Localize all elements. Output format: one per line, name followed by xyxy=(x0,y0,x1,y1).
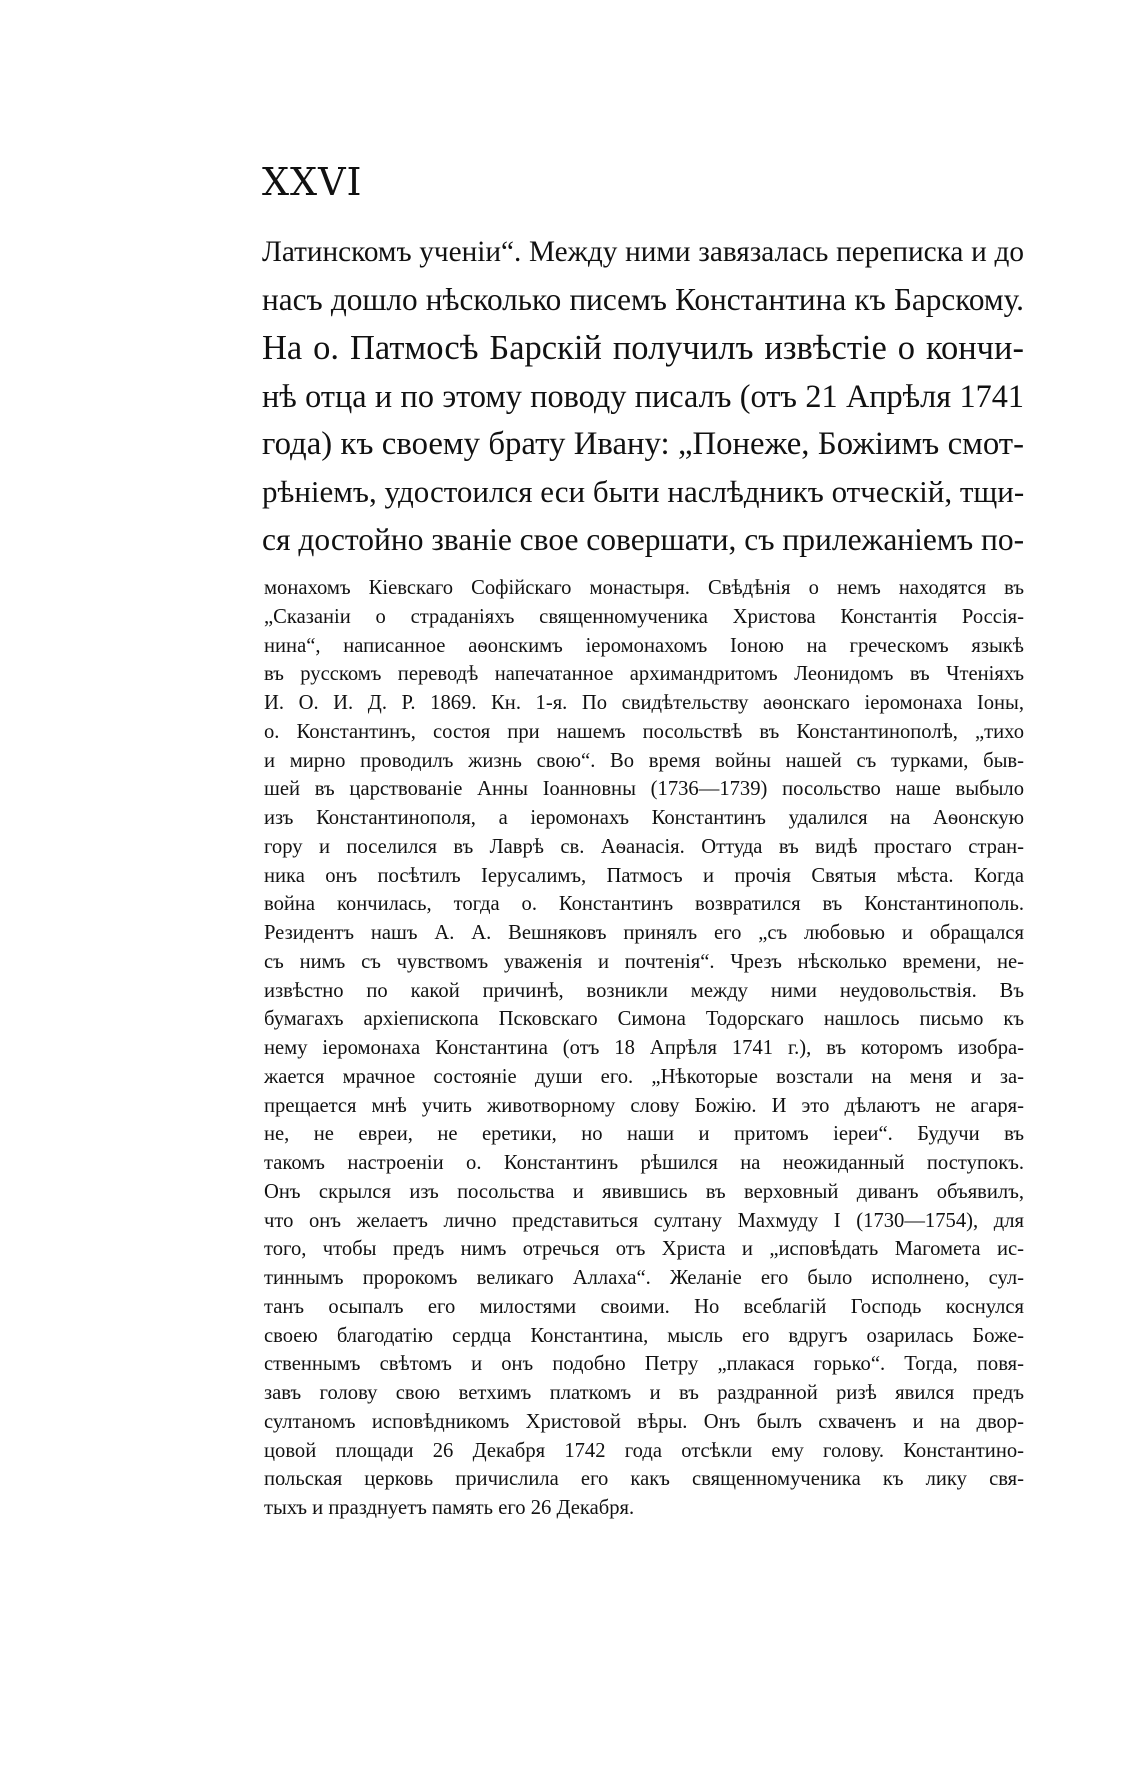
footnote-line: нему іеромонаха Константина (отъ 18 Апрѣля 1741 г.), въ которомъ изобра- xyxy=(264,1037,1024,1059)
footnote-line: цовой площади 26 Декабря 1742 года отсѣкли ему голову. Константино- xyxy=(264,1439,1024,1462)
main-text-line: нѣ отца и по этому поводу писалъ (отъ 21 Апрѣля 1741 xyxy=(262,378,1024,414)
footnote-line: того, чтобы предъ нимъ отречься отъ Христа и „исповѣдать Магомета ис- xyxy=(264,1238,1024,1261)
footnote-line: тыхъ и празднуетъ память его 26 Декабря. xyxy=(264,1497,635,1519)
footnote-line: изъ Константинополя, а іеромонахъ Константинъ удалился на Аѳонскую xyxy=(264,807,1024,829)
main-text xyxy=(262,228,1024,564)
footnote-line: Онъ скрылся изъ посольства и явившись въ верховный диванъ объявилъ, xyxy=(264,1180,1024,1203)
page-number: XXVI xyxy=(262,160,363,204)
footnote-line: монахомъ Кіевскаго Софійскаго монастыря. Свѣдѣнія о немъ находятся въ xyxy=(264,577,1024,599)
main-text-line: На о. Патмосѣ Барскій получилъ извѣстіе о кончи- xyxy=(262,329,1024,367)
footnote-line: „Сказаніи о страданіяхъ священномученика Христова Константія Россія- xyxy=(264,605,1024,628)
footnote-line: танъ осыпалъ его милостями своими. Но всеблагій Господь коснулся xyxy=(264,1295,1024,1318)
footnote-line: И. О. И. Д. Р. 1869. Кн. 1-я. По свидѣтельству аѳонскаго іеромонаха Іоны, xyxy=(264,692,1024,714)
footnote xyxy=(264,574,1024,1523)
footnote-line: ственнымъ свѣтомъ и онъ подобно Петру „плакася горько“. Тогда, повя- xyxy=(264,1353,1024,1376)
footnote-line: война кончилась, тогда о. Константинъ возвратился въ Константинополь. xyxy=(264,893,1024,916)
footnote-line: не, не евреи, не еретики, но наши и притомъ іереи“. Будучи въ xyxy=(264,1123,1024,1146)
footnote-line: своею благодатію сердца Константина, мысль его вдругъ озарилась Боже- xyxy=(264,1324,1024,1347)
footnote-line: тиннымъ пророкомъ великаго Аллаха“. Желаніе его было исполнено, сул- xyxy=(264,1267,1024,1289)
footnote-line: завъ голову свою ветхимъ платкомъ и въ раздранной ризѣ явился предъ xyxy=(264,1382,1024,1404)
footnote-line: жается мрачное состояніе души его. „Нѣкоторые возстали на меня и за- xyxy=(264,1065,1024,1088)
footnote-line: польская церковь причислила его какъ священномученика къ лику свя- xyxy=(264,1468,1024,1491)
main-text-line: ся достойно званіе свое совершати, съ прилежаніемъ по- xyxy=(262,522,1025,557)
footnote-line: о. Константинъ, состоя при нашемъ посольствѣ въ Константинополѣ, „тихо xyxy=(264,720,1024,743)
footnote-line: гору и поселился въ Лаврѣ св. Аѳанасія. Оттуда въ видѣ простаго стран- xyxy=(264,835,1024,858)
main-text-line: Латинскомъ ученіи“. Между ними завязалась переписка и до xyxy=(262,236,1024,268)
main-text-line: рѣніемъ, удостоился еси быти наслѣдникъ отческій, тщи- xyxy=(262,474,1025,509)
footnote-line: бумагахъ архіепископа Псковскаго Симона Тодорскаго нашлось письмо къ xyxy=(264,1008,1024,1031)
footnote-line: извѣстно по какой причинѣ, возникли между ними неудовольствія. Въ xyxy=(264,979,1024,1002)
footnote-line: въ русскомъ переводѣ напечатанное архимандритомъ Леонидомъ въ Чтеніяхъ xyxy=(264,663,1024,686)
footnote-line: такомъ настроеніи о. Константинъ рѣшился на неожиданный поступокъ. xyxy=(264,1152,1024,1174)
footnote-line: султаномъ исповѣдникомъ Христовой вѣры. Онъ былъ схваченъ и на двор- xyxy=(264,1410,1024,1433)
footnote-line: прещается мнѣ учить животворному слову Божію. И это дѣлаютъ не агаря- xyxy=(264,1094,1024,1117)
footnote-line: и мирно проводилъ жизнь свою“. Во время войны нашей съ турками, быв- xyxy=(264,749,1024,772)
main-text-line: года) къ своему брату Ивану: „Понеже, Божіимъ смот- xyxy=(262,426,1024,462)
footnote-line: шей въ царствованіе Анны Іоанновны (1736—1739) посольство наше выбыло xyxy=(264,778,1024,801)
footnote-line: ника онъ посѣтилъ Іерусалимъ, Патмосъ и прочія Святыя мѣста. Когда xyxy=(264,864,1024,887)
main-text-line: насъ дошло нѣсколько писемъ Константина къ Барскому. xyxy=(262,282,1024,317)
footnote-line: что онъ желаетъ лично представиться султану Махмуду I (1730—1754), для xyxy=(264,1209,1024,1232)
footnote-line: Резидентъ нашъ А. А. Вешняковъ принялъ его „съ любовью и обращался xyxy=(264,922,1024,944)
footnote-line: нина“, написанное аѳонскимъ іеромонахомъ Іоною на греческомъ языкѣ xyxy=(264,634,1024,657)
footnote-line: съ нимъ съ чувствомъ уваженія и почтенія“. Чрезъ нѣсколько времени, не- xyxy=(264,950,1024,973)
